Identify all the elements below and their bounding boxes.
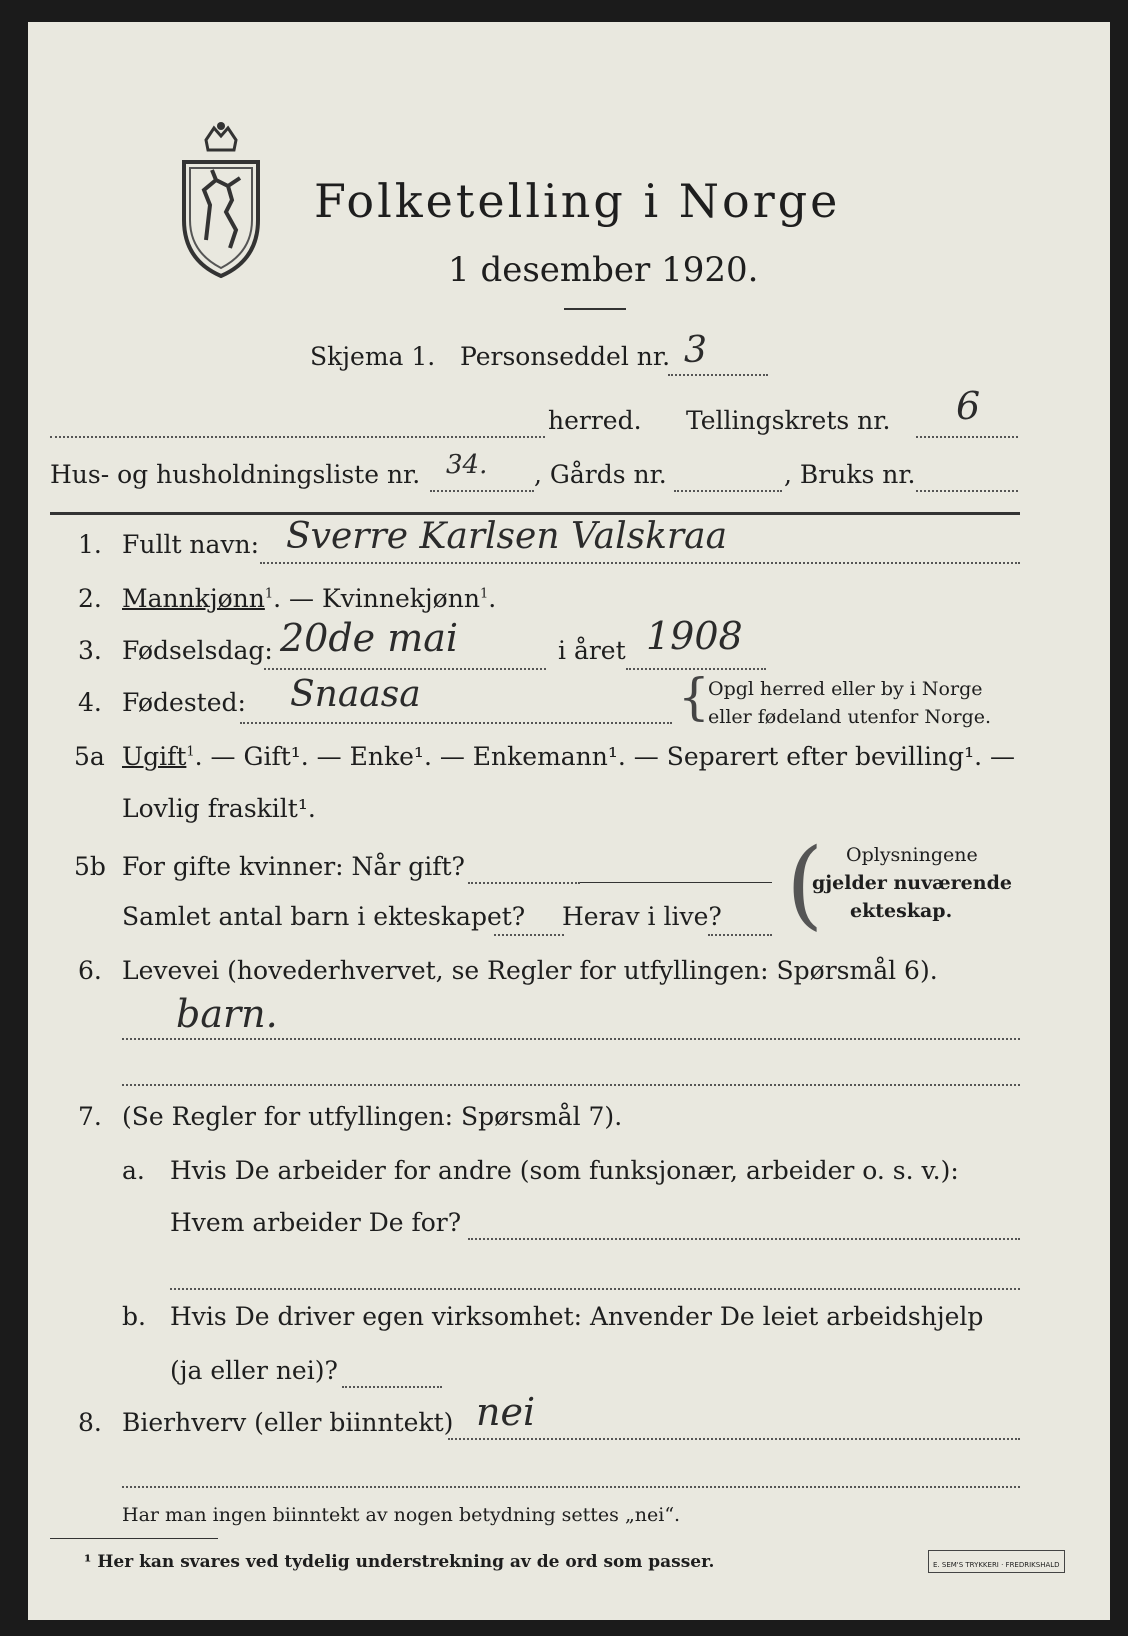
census-form-sheet xyxy=(28,22,1110,1620)
q5b-alive-field xyxy=(708,934,772,936)
personseddel-field xyxy=(668,374,768,376)
q7b-field xyxy=(342,1386,442,1388)
herred-label: herred. xyxy=(548,406,642,435)
q6-field-1 xyxy=(122,1038,1020,1040)
q6-number: 6. xyxy=(78,956,102,985)
q1-value: Sverre Karlsen Valskraa xyxy=(286,516,728,557)
q7b-number: b. xyxy=(122,1302,146,1331)
q6-field-2 xyxy=(122,1084,1020,1086)
q5b-number: 5b xyxy=(74,852,106,881)
printer-stamp-text: E. SEM'S TRYKKERI · FREDRIKSHALD xyxy=(933,1561,1060,1569)
q4-note-1: Opgl herred eller by i Norge xyxy=(708,678,983,700)
q6-label: Levevei (hovederhvervet, se Regler for utfyllingen: Spørsmål 6). xyxy=(122,956,938,985)
q8-number: 8. xyxy=(78,1408,102,1437)
q5b-children-field xyxy=(494,934,564,936)
q5b-married-field xyxy=(468,882,580,884)
q6-value: barn. xyxy=(176,992,278,1036)
tellingskrets-value: 6 xyxy=(956,384,981,428)
q5b-note-2: gjelder nuværende xyxy=(812,872,1012,894)
q3-label: Fødselsdag: xyxy=(122,636,273,665)
header-divider xyxy=(50,512,1020,515)
q4-number: 4. xyxy=(78,688,102,717)
q8-label: Bierhverv (eller biinntekt) xyxy=(122,1408,454,1437)
q4-label: Fødested: xyxy=(122,688,246,717)
q7a-label: Hvis De arbeider for andre (som funksjonær, arbeider o. s. v.): xyxy=(170,1156,959,1185)
hus-field xyxy=(430,490,534,492)
bruks-label: , Bruks nr. xyxy=(784,460,916,489)
q5b-note-3: ekteskap. xyxy=(850,900,953,922)
personseddel-value: 3 xyxy=(684,330,707,371)
q7a-number: a. xyxy=(122,1156,145,1185)
q3-value: 20de mai xyxy=(280,616,459,660)
gards-field xyxy=(674,490,782,492)
q5b-brace: ( xyxy=(786,828,824,940)
q8-field-1 xyxy=(448,1438,1020,1440)
q8-value: nei xyxy=(476,1390,536,1434)
q1-field xyxy=(260,562,1020,564)
q2-options: Mannkjønn$^1$. — Kvinnekjønn$^1$. xyxy=(122,584,497,613)
q7-number: 7. xyxy=(78,1102,102,1131)
q3-number: 3. xyxy=(78,636,102,665)
footnote: ¹ Her kan svares ved tydelig understrekning av de ord som passer. xyxy=(84,1552,715,1572)
q7a-field-2 xyxy=(170,1288,1020,1290)
q7a-field-1 xyxy=(468,1238,1020,1240)
q7b-label: Hvis De driver egen virksomhet: Anvender De leiet arbeidshjelp xyxy=(170,1302,984,1331)
hus-value: 34. xyxy=(446,450,488,480)
q5b-label-2: Samlet antal barn i ekteskapet? xyxy=(122,902,526,931)
q7-label: (Se Regler for utfyllingen: Spørsmål 7). xyxy=(122,1102,623,1131)
bruks-field xyxy=(916,490,1018,492)
q1-label: Fullt navn: xyxy=(122,530,260,559)
coat-of-arms-icon xyxy=(176,120,266,280)
q3-day-field xyxy=(264,668,546,670)
q5b-label-3: Herav i live? xyxy=(562,902,722,931)
tellingskrets-label: Tellingskrets nr. xyxy=(686,406,891,435)
title-divider xyxy=(564,308,626,310)
hus-label: Hus- og husholdningsliste nr. xyxy=(50,460,421,489)
q5b-note-1: Oplysningene xyxy=(846,844,978,866)
q5b-label-1: For gifte kvinner: Når gift? xyxy=(122,852,465,881)
tellingskrets-field xyxy=(916,436,1018,438)
q5a-number: 5a xyxy=(74,742,105,771)
q2-male: Mannkjønn xyxy=(122,584,265,613)
q5a-line2: Lovlig fraskilt¹. xyxy=(122,794,316,823)
q1-number: 1. xyxy=(78,530,102,559)
q3-year-value: 1908 xyxy=(646,614,743,658)
q3-year-label: i året xyxy=(558,636,626,665)
q2-female: Kvinnekjønn xyxy=(321,584,480,613)
census-date: 1 desember 1920. xyxy=(448,250,759,290)
footer-note: Har man ingen biinntekt av nogen betydning settes „nei“. xyxy=(122,1504,681,1526)
q7a-label-2: Hvem arbeider De for? xyxy=(170,1208,462,1237)
q4-note-2: eller fødeland utenfor Norge. xyxy=(708,706,992,728)
herred-field xyxy=(50,436,545,438)
q8-field-2 xyxy=(122,1486,1020,1488)
q5b-married-line xyxy=(580,882,772,883)
printer-stamp xyxy=(928,1550,1065,1573)
q4-value: Snaasa xyxy=(290,674,421,715)
skjema-label: Skjema 1. xyxy=(310,342,436,371)
gards-label: , Gårds nr. xyxy=(534,460,667,489)
q4-field xyxy=(240,722,672,724)
footnote-divider xyxy=(50,1538,218,1539)
form-title: Folketelling i Norge xyxy=(314,174,841,228)
q4-brace: { xyxy=(678,668,710,726)
q2-number: 2. xyxy=(78,584,102,613)
personseddel-label: Personseddel nr. xyxy=(460,342,671,371)
q5a-options: Ugift$^1$. — Gift¹. — Enke¹. — Enkemann¹. — Separert efter bevilling¹. — xyxy=(122,742,1015,771)
q5a-ugift: Ugift xyxy=(122,742,187,771)
q7b-label-2: (ja eller nei)? xyxy=(170,1356,338,1385)
